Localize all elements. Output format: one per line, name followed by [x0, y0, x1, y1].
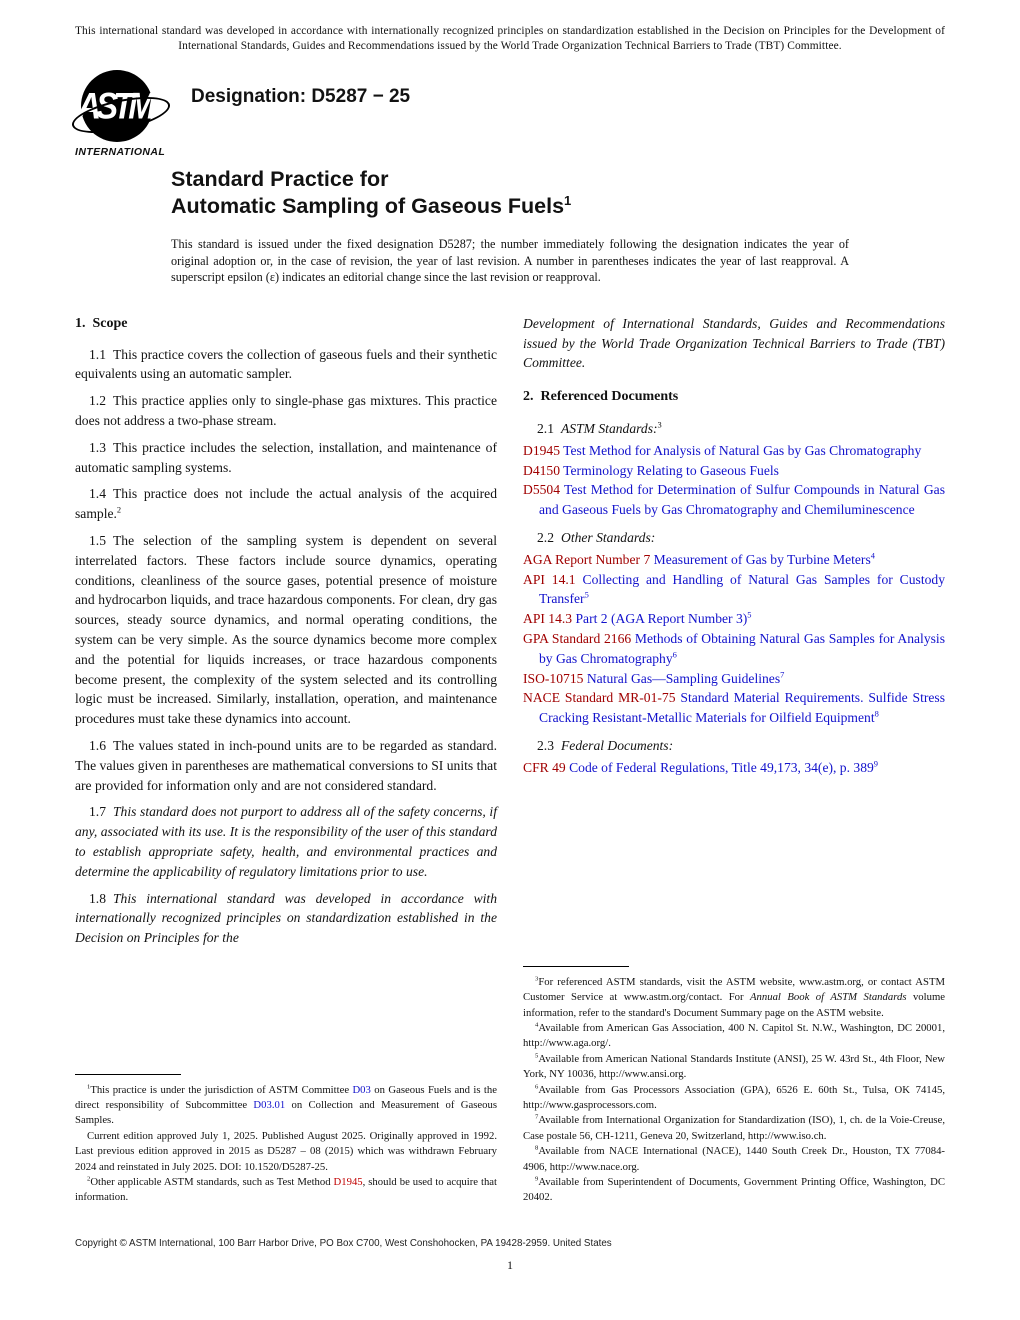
footnote-number: 1: [87, 1082, 91, 1090]
wto-principles-note: This international standard was developed in accordance with internationally recognized principles on standardization established in the Decision on Principles for the Development of International Standards, Guides and Recommendations issued by the World Trade Organization Technical Barriers to Trade (TBT) Committee.: [75, 25, 945, 52]
subcommittee-d03-01-link[interactable]: D03.01: [253, 1098, 286, 1111]
footnote-4: [523, 1021, 945, 1052]
title-text: Automatic Sampling of Gaseous Fuels: [171, 194, 565, 218]
subsection-label: Federal Documents:: [561, 737, 674, 753]
standard-designation-link[interactable]: API 14.3: [523, 611, 573, 627]
astm-globe-icon: [77, 70, 153, 142]
clause-number: 1.6: [89, 737, 106, 753]
reference-item-api143: [523, 609, 945, 629]
footnote-5: [523, 1052, 945, 1083]
reference-item-d5504: [523, 480, 945, 520]
astm-international-label: INTERNATIONAL: [75, 146, 166, 158]
reference-item-cfr49: [523, 758, 945, 778]
clause-1-4: [75, 484, 497, 524]
footnote-number: 7: [535, 1113, 539, 1121]
footnote-ref: 4: [870, 550, 875, 561]
clause-text: This practice applies only to single-phase gas mixtures. This practice does not address a two-phase stream.: [75, 393, 497, 428]
clause-number: 1.7: [89, 804, 106, 820]
right-column: [523, 314, 945, 1206]
footnote-text: Available from International Organization for Standardization (ISO), 1, ch. de la Voie-Creuse, Case postale 56, CH-1211, Geneva 20, Switzerland, http://www.iso.ch.: [523, 1114, 945, 1142]
footnote-text: Available from American National Standards Institute (ANSI), 25 W. 43rd St., 4th Floor, New York, NY 10036, http://www.ansi.org.: [523, 1052, 945, 1081]
standard-title-link[interactable]: Standard Material Requirements. Sulfide Stress Cracking Resistant-Metallic Materials for Oilfield Equipment: [539, 690, 946, 726]
document-header: [75, 70, 945, 166]
footnote-text: Available from NACE International (NACE), 1440 South Creek Dr., Houston, TX 77084-4906, http://www.nace.org.: [523, 1145, 945, 1173]
footnote-7: [523, 1113, 945, 1144]
footnote-divider: [75, 1074, 181, 1075]
footnote-text: For referenced ASTM standards, visit the ASTM website, www.astm.org, or contact ASTM Customer Service at www.astm.org/contact. For: [523, 975, 945, 1004]
standard-title-link[interactable]: Measurement of Gas by Turbine Meters: [653, 551, 871, 567]
clause-text: This practice does not include the actual analysis of the acquired sample.: [75, 486, 497, 522]
clause-number: 2.3: [537, 737, 554, 753]
standard-title-link[interactable]: Part 2 (AGA Report Number 3): [575, 611, 748, 627]
left-column: [75, 314, 497, 1206]
clause-number: 1.4: [89, 486, 106, 502]
astm-logo: [75, 70, 175, 158]
footnote-1-edition: Current edition approved July 1, 2025. Published August 2025. Originally approved in 1992. Last previous edition approved in 2015 as D5287 – 08 (2015) which was withdrawn February 2024 and reinstated in July 2025. DOI: 10.1520/D5287-25.: [75, 1129, 497, 1173]
clause-1-3: [75, 438, 497, 478]
left-footnotes: [75, 1058, 497, 1206]
subsection-label: ASTM Standards:: [561, 420, 658, 436]
footnote-text: Other applicable ASTM standards, such as Test Method: [90, 1175, 334, 1188]
d1945-link[interactable]: D1945: [333, 1175, 363, 1188]
subsection-2-3: [523, 736, 945, 756]
standard-title-link[interactable]: Terminology Relating to Gaseous Fuels: [563, 462, 779, 478]
footnote-text: Available from Gas Processors Association (GPA), 6526 E. 60th St., Tulsa, OK 74145, http://www.gasprocessors.com.: [523, 1083, 945, 1111]
standard-designation-link[interactable]: CFR 49: [523, 759, 566, 775]
footnote-ref-2: 2: [116, 504, 122, 515]
section-1-heading: 1. Scope: [75, 315, 128, 331]
footnote-number: 2: [87, 1175, 91, 1183]
footnote-text: volume information, refer to the standard's Document Summary page on the ASTM website.: [523, 991, 946, 1019]
footnote-ref: 5: [747, 609, 752, 620]
clause-number: 2.2: [537, 529, 554, 545]
right-footnotes: [523, 950, 945, 1206]
clause-number: 2.1: [537, 420, 554, 436]
footnote-3: [523, 975, 945, 1021]
title-line-1: Standard Practice for: [171, 167, 389, 191]
reference-item-d1945: [523, 441, 945, 461]
footnote-number: 8: [535, 1144, 539, 1152]
footnote-2: [75, 1175, 497, 1206]
standard-designation-link[interactable]: GPA Standard 2166: [523, 630, 632, 646]
section-2-heading: 2. Referenced Documents: [523, 389, 679, 405]
clause-1-5: [75, 531, 497, 729]
footnote-ref: 6: [672, 649, 677, 660]
footnote-ref: 5: [584, 589, 589, 600]
standard-title-link[interactable]: Test Method for Analysis of Natural Gas by Gas Chromatography: [563, 442, 922, 458]
clause-number: 1.2: [89, 393, 106, 409]
clause-text: The values stated in inch-pound units are to be regarded as standard. The values given in parentheses are mathematical conversions to SI units that are provided for information only and are not considered standard.: [75, 737, 497, 793]
standard-title-link[interactable]: Natural Gas—Sampling Guidelines: [586, 670, 781, 686]
reference-item-nace: [523, 688, 945, 728]
astm-logo-text: ASTM: [77, 84, 151, 127]
footnote-text: on Gaseous Fuels and is the direct responsibility of Subcommittee: [75, 1083, 497, 1111]
footnote-divider: [523, 966, 629, 967]
standard-title-link[interactable]: Code of Federal Regulations, Title 49,173, 34(e), p. 389: [569, 759, 874, 775]
footnote-1: [75, 1083, 497, 1129]
standard-designation-link[interactable]: D1945: [523, 442, 561, 458]
standard-designation-link[interactable]: NACE Standard MR-01-75: [523, 690, 676, 706]
clause-1-2: [75, 391, 497, 431]
clause-text: This international standard was developed in accordance with internationally recognized principles on standardization established in the Decision on Principles for the: [75, 890, 497, 946]
copyright-line: Copyright © ASTM International, 100 Barr Harbor Drive, PO Box C700, West Conshohocken, PA 19428-2959. United States: [75, 1238, 612, 1249]
standard-title: [171, 166, 945, 220]
clause-text: This practice covers the collection of gaseous fuels and their synthetic equivalents using an automatic sampler.: [75, 346, 497, 382]
two-column-body: [75, 314, 945, 1206]
title-line-2: [171, 193, 945, 220]
title-footnote-ref: 1: [564, 192, 572, 208]
clause-number: 1.3: [89, 439, 106, 455]
standard-title-link[interactable]: Test Method for Determination of Sulfur Compounds in Natural Gas and Gaseous Fuels by Gas Chromatography and Chemiluminescence: [539, 482, 945, 518]
standard-designation-link[interactable]: ISO-10715: [523, 670, 584, 686]
reference-item-api141: [523, 570, 945, 610]
footnote-text: Available from American Gas Association, 400 N. Capitol St. N.W., Washington, DC 20001, http://www.aga.org/.: [523, 1021, 945, 1050]
clause-number: 1.5: [89, 532, 106, 548]
footnote-number: 9: [535, 1175, 539, 1183]
reference-item-d4150: [523, 461, 945, 481]
committee-d03-link[interactable]: D03: [352, 1083, 371, 1096]
issue-note: This standard is issued under the fixed designation D5287; the number immediately following the designation indicates the year of original adoption or, in the case of revision, the year of last revision. A number in parentheses indicates the year of last reapproval. A superscript epsilon (ε) indicates an editorial change since the last revision or reapproval.: [171, 237, 849, 285]
clause-number: 1.8: [89, 890, 106, 906]
footnote-ref: 8: [874, 708, 879, 719]
clause-number: 1.1: [89, 346, 106, 362]
footnote-8: [523, 1144, 945, 1175]
subsection-2-2: [523, 528, 945, 548]
footnote-number: 3: [535, 975, 539, 983]
designation-label: Designation: D5287 − 25: [191, 86, 411, 107]
standard-designation-link[interactable]: D5504: [523, 482, 561, 498]
clause-text: The selection of the sampling system is dependent on several interrelated factors. These factors include source dynamics, operating conditions, cleanliness of the source gases, potential presence of moisture and hydrocarbon liquids, and trace hazardous components. For clean, dry gas sources, steady source dynamics, and normal operating conditions, the system can be very simple. As the source dynamics become more complex and the potential for liquids increases, or trace hazardous components become present, the complexity of the system selected and its controlling logic must be increased. Similarly, installation, operation, and maintenance procedures must take these dynamics into account.: [75, 532, 497, 727]
footnote-ref: 9: [873, 758, 879, 769]
clause-1-8: [75, 889, 497, 948]
footnote-ref: 7: [780, 669, 785, 679]
subsection-label: Other Standards:: [561, 529, 656, 545]
footnote-number: 4: [535, 1021, 539, 1029]
clause-1-7: [75, 802, 497, 881]
footnote-number: 6: [535, 1082, 539, 1090]
standard-title-link[interactable]: Collecting and Handling of Natural Gas Samples for Custody Transfer: [539, 571, 945, 607]
footnote-text: This practice is under the jurisdiction of ASTM Committee: [90, 1083, 353, 1096]
clause-1-1: [75, 345, 497, 385]
clause-1-8-continuation: Development of International Standards, Guides and Recommendations issued by the World Trade Organization Technical Barriers to Trade (TBT) Committee.: [523, 315, 945, 371]
footnote-text: Available from Superintendent of Documents, Government Printing Office, Washington, DC 20402.: [523, 1175, 945, 1204]
clause-1-6: [75, 736, 497, 795]
subsection-2-1: [523, 419, 945, 439]
footnote-italic-text: Annual Book of ASTM Standards: [750, 991, 907, 1004]
clause-text: This practice includes the selection, installation, and maintenance of automatic sampling systems.: [75, 439, 497, 475]
clause-text: This standard does not purport to address all of the safety concerns, if any, associated with its use. It is the responsibility of the user of this standard to establish appropriate safety, health, and environmental practices and determine the applicability of regulatory limitations prior to use.: [75, 804, 497, 879]
reference-item-iso10715: [523, 669, 945, 689]
footnote-text: , should be used to acquire that information.: [75, 1175, 498, 1204]
reference-item-aga7: [523, 550, 945, 570]
standard-title-link[interactable]: Methods of Obtaining Natural Gas Samples for Analysis by Gas Chromatography: [539, 630, 945, 666]
standard-designation-link[interactable]: D4150: [523, 462, 561, 478]
footnote-text: on Collection and Measurement of Gaseous Samples.: [75, 1098, 497, 1127]
standard-designation-link[interactable]: API 14.1: [523, 571, 576, 587]
reference-item-gpa2166: [523, 629, 945, 669]
footnote-6: [523, 1083, 945, 1114]
footnote-9: [523, 1175, 945, 1206]
footnote-ref-3: 3: [657, 419, 662, 430]
standard-designation-link[interactable]: AGA Report Number 7: [523, 551, 651, 567]
page-number: 1: [507, 1258, 513, 1272]
footnote-number: 5: [535, 1052, 539, 1060]
